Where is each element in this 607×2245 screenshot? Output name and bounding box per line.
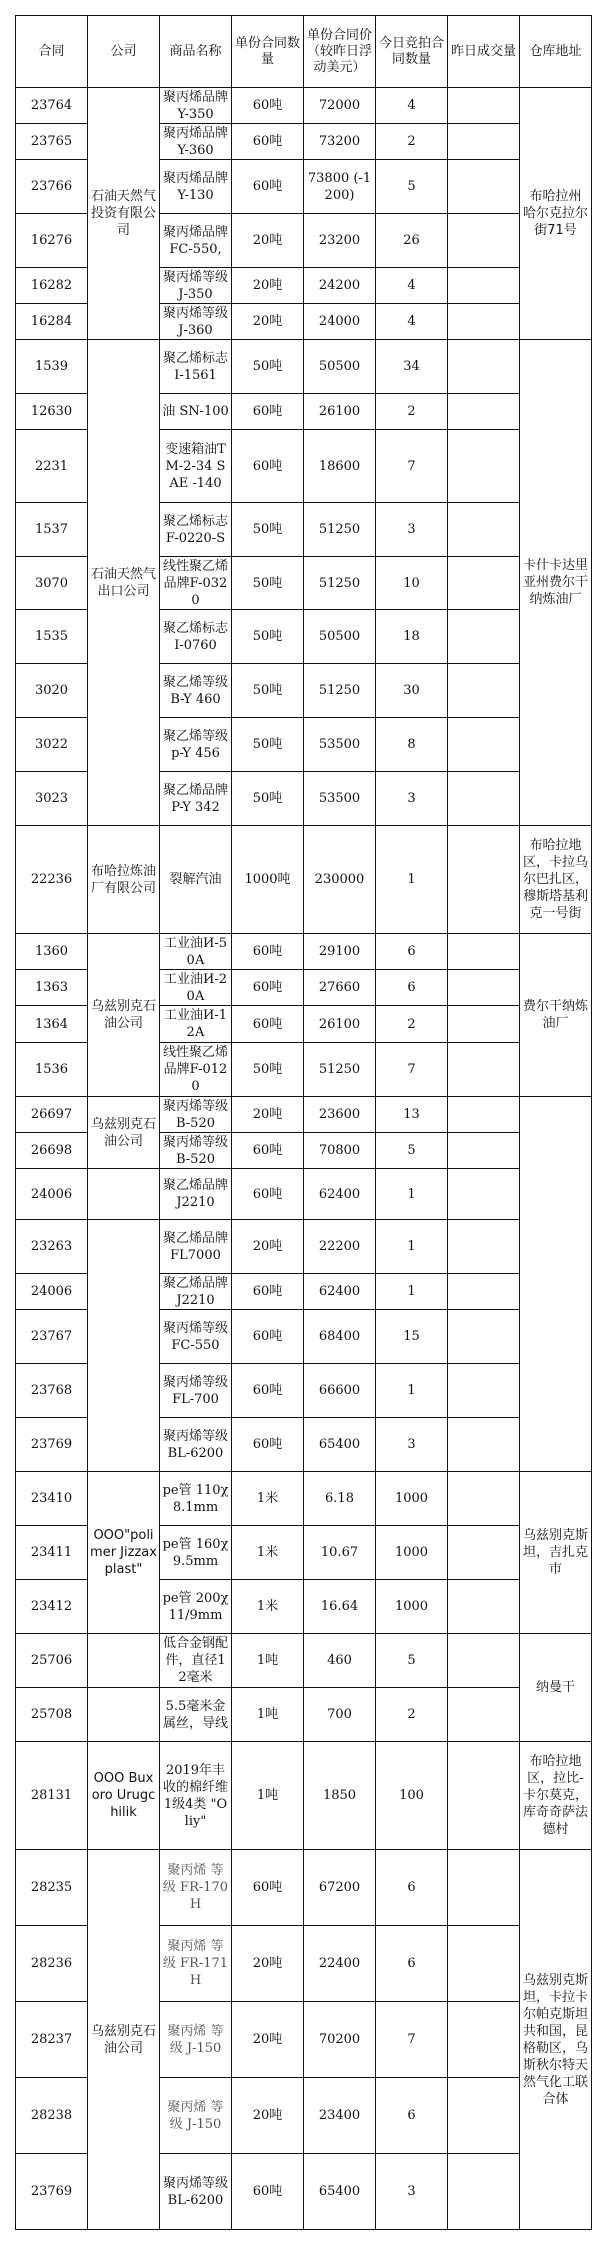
product-name-cell: 线性聚乙烯品牌F-0120 bbox=[160, 1043, 232, 1097]
yesterday-volume-cell bbox=[448, 610, 520, 664]
warehouse-address-cell: 乌兹别克斯坦，吉扎克市 bbox=[520, 1472, 592, 1634]
price-cell: 23400 bbox=[304, 2078, 376, 2154]
contract-number-cell: 1360 bbox=[16, 934, 88, 970]
today-count-cell: 7 bbox=[376, 2002, 448, 2078]
today-count-cell: 5 bbox=[376, 160, 448, 214]
today-count-cell: 1 bbox=[376, 1274, 448, 1310]
contract-number-cell: 25706 bbox=[16, 1634, 88, 1688]
company-cell bbox=[88, 1220, 160, 1472]
company-cell: 乌兹别克石油公司 bbox=[88, 1850, 160, 2230]
product-name-cell: 5.5毫米金属丝，导线 bbox=[160, 1688, 232, 1742]
company-cell: OOO Buxoro Urugchilik bbox=[88, 1742, 160, 1850]
company-cell: 石油天然气出口公司 bbox=[88, 340, 160, 826]
product-name-cell: 聚乙烯标志 F-0220-S bbox=[160, 503, 232, 557]
product-name-cell: 工业油И-12А bbox=[160, 1006, 232, 1043]
quantity-cell: 50吨 bbox=[232, 340, 304, 394]
quantity-cell: 50吨 bbox=[232, 557, 304, 610]
product-name-cell: 聚丙烯品牌Y-130 bbox=[160, 160, 232, 214]
quantity-cell: 60吨 bbox=[232, 1169, 304, 1220]
yesterday-volume-cell bbox=[448, 124, 520, 160]
product-name-cell: 聚乙烯品牌J2210 bbox=[160, 1274, 232, 1310]
quantity-cell: 60吨 bbox=[232, 970, 304, 1006]
price-cell: 67200 bbox=[304, 1850, 376, 1926]
price-cell: 16.64 bbox=[304, 1580, 376, 1634]
contract-number-cell: 23766 bbox=[16, 160, 88, 214]
price-cell: 23200 bbox=[304, 214, 376, 268]
header-row bbox=[16, 16, 592, 88]
contract-number-cell: 28131 bbox=[16, 1742, 88, 1850]
quantity-cell: 60吨 bbox=[232, 1274, 304, 1310]
product-name-cell: 聚丙烯等级BL-6200 bbox=[160, 2154, 232, 2230]
today-count-cell: 2 bbox=[376, 1688, 448, 1742]
today-count-cell: 3 bbox=[376, 772, 448, 826]
yesterday-volume-cell bbox=[448, 2002, 520, 2078]
product-name-cell: 工业油И-20А bbox=[160, 970, 232, 1006]
contract-number-cell: 1536 bbox=[16, 1043, 88, 1097]
today-count-cell: 1 bbox=[376, 1220, 448, 1274]
contract-number-cell: 16276 bbox=[16, 214, 88, 268]
price-cell: 10.67 bbox=[304, 1526, 376, 1580]
contract-number-cell: 3020 bbox=[16, 664, 88, 718]
contract-number-cell: 12630 bbox=[16, 394, 88, 430]
today-count-cell: 30 bbox=[376, 664, 448, 718]
contract-number-cell: 16282 bbox=[16, 268, 88, 304]
today-count-cell: 1 bbox=[376, 1169, 448, 1220]
today-count-cell: 7 bbox=[376, 430, 448, 503]
quantity-cell: 50吨 bbox=[232, 772, 304, 826]
company-cell: 石油天然气投资有限公司 bbox=[88, 88, 160, 340]
today-count-cell: 2 bbox=[376, 124, 448, 160]
contract-number-cell: 23411 bbox=[16, 1526, 88, 1580]
warehouse-address-cell: 费尔干纳炼油厂 bbox=[520, 934, 592, 1097]
today-count-cell: 10 bbox=[376, 557, 448, 610]
product-name-cell: pe管 110χ 8.1mm bbox=[160, 1472, 232, 1526]
header-warehouse: 仓库地址 bbox=[520, 16, 592, 88]
product-name-cell: pe管 200χ 11/9mm bbox=[160, 1580, 232, 1634]
contract-number-cell: 1535 bbox=[16, 610, 88, 664]
yesterday-volume-cell bbox=[448, 88, 520, 124]
price-cell: 24200 bbox=[304, 268, 376, 304]
table-row bbox=[16, 1634, 592, 1688]
product-name-cell: 聚丙烯等级FC-550 bbox=[160, 1310, 232, 1364]
product-name-cell: 工业油И-50А bbox=[160, 934, 232, 970]
quantity-cell: 60吨 bbox=[232, 1133, 304, 1169]
contract-number-cell: 1363 bbox=[16, 970, 88, 1006]
price-cell: 68400 bbox=[304, 1310, 376, 1364]
product-name-cell: 裂解汽油 bbox=[160, 826, 232, 934]
yesterday-volume-cell bbox=[448, 1418, 520, 1472]
price-cell: 62400 bbox=[304, 1274, 376, 1310]
price-cell: 65400 bbox=[304, 1418, 376, 1472]
yesterday-volume-cell bbox=[448, 970, 520, 1006]
yesterday-volume-cell bbox=[448, 1850, 520, 1926]
contract-number-cell: 23765 bbox=[16, 124, 88, 160]
today-count-cell: 100 bbox=[376, 1742, 448, 1850]
contract-number-cell: 23764 bbox=[16, 88, 88, 124]
yesterday-volume-cell bbox=[448, 1580, 520, 1634]
quantity-cell: 20吨 bbox=[232, 1097, 304, 1133]
yesterday-volume-cell bbox=[448, 718, 520, 772]
quantity-cell: 1米 bbox=[232, 1526, 304, 1580]
product-name-cell: 聚丙烯等级B-520 bbox=[160, 1097, 232, 1133]
header-product: 商品名称 bbox=[160, 16, 232, 88]
quantity-cell: 60吨 bbox=[232, 2154, 304, 2230]
product-name-cell: 线性聚乙烯品牌F-0320 bbox=[160, 557, 232, 610]
contract-number-cell: 16284 bbox=[16, 304, 88, 340]
quantity-cell: 1000吨 bbox=[232, 826, 304, 934]
yesterday-volume-cell bbox=[448, 160, 520, 214]
price-cell: 50500 bbox=[304, 340, 376, 394]
product-name-cell: 聚丙烯品牌Y-350 bbox=[160, 88, 232, 124]
today-count-cell: 26 bbox=[376, 214, 448, 268]
yesterday-volume-cell bbox=[448, 1133, 520, 1169]
price-cell: 230000 bbox=[304, 826, 376, 934]
header-contract: 合同 bbox=[16, 16, 88, 88]
quantity-cell: 60吨 bbox=[232, 394, 304, 430]
product-name-cell: 聚丙烯品牌FC-550, bbox=[160, 214, 232, 268]
price-cell: 1850 bbox=[304, 1742, 376, 1850]
company-cell bbox=[88, 1169, 160, 1220]
table-row bbox=[16, 340, 592, 394]
quantity-cell: 60吨 bbox=[232, 1850, 304, 1926]
product-name-cell: 变速箱油TM-2-34 SAE -140 bbox=[160, 430, 232, 503]
yesterday-volume-cell bbox=[448, 1742, 520, 1850]
price-cell: 26100 bbox=[304, 394, 376, 430]
price-cell: 23600 bbox=[304, 1097, 376, 1133]
product-name-cell: 聚乙烯品牌J2210 bbox=[160, 1169, 232, 1220]
header-company: 公司 bbox=[88, 16, 160, 88]
contract-number-cell: 28237 bbox=[16, 2002, 88, 2078]
yesterday-volume-cell bbox=[448, 1097, 520, 1133]
table-row bbox=[16, 826, 592, 934]
table-row bbox=[16, 1850, 592, 1926]
today-count-cell: 2 bbox=[376, 1006, 448, 1043]
company-cell: 乌兹别克石油公司 bbox=[88, 934, 160, 1097]
contract-number-cell: 3022 bbox=[16, 718, 88, 772]
quantity-cell: 20吨 bbox=[232, 1220, 304, 1274]
product-name-cell: 聚丙烯等级FL-700 bbox=[160, 1364, 232, 1418]
yesterday-volume-cell bbox=[448, 1526, 520, 1580]
product-name-cell: 聚乙烯等级B-Y 460 bbox=[160, 664, 232, 718]
price-cell: 53500 bbox=[304, 718, 376, 772]
yesterday-volume-cell bbox=[448, 1634, 520, 1688]
yesterday-volume-cell bbox=[448, 934, 520, 970]
yesterday-volume-cell bbox=[448, 1926, 520, 2002]
quantity-cell: 50吨 bbox=[232, 610, 304, 664]
header-quantity: 单份合同数量 bbox=[232, 16, 304, 88]
quantity-cell: 50吨 bbox=[232, 664, 304, 718]
today-count-cell: 15 bbox=[376, 1310, 448, 1364]
contract-number-cell: 1364 bbox=[16, 1006, 88, 1043]
price-cell: 700 bbox=[304, 1688, 376, 1742]
quantity-cell: 1吨 bbox=[232, 1742, 304, 1850]
warehouse-address-cell: 布哈拉州 哈尔克拉尔街71号 bbox=[520, 88, 592, 340]
today-count-cell: 6 bbox=[376, 1850, 448, 1926]
company-cell bbox=[88, 1688, 160, 1742]
quantity-cell: 60吨 bbox=[232, 160, 304, 214]
today-count-cell: 4 bbox=[376, 304, 448, 340]
today-count-cell: 13 bbox=[376, 1097, 448, 1133]
company-cell bbox=[88, 1634, 160, 1688]
warehouse-address-cell: 乌兹别克斯坦，卡拉卡尔帕克斯坦共和国，昆格勒区，乌斯秋尔特天然气化工联合体 bbox=[520, 1850, 592, 2230]
quantity-cell: 60吨 bbox=[232, 1364, 304, 1418]
company-cell: 乌兹别克石油公司 bbox=[88, 1097, 160, 1169]
today-count-cell: 1000 bbox=[376, 1580, 448, 1634]
product-name-cell: 聚丙烯 等级 FR-170 H bbox=[160, 1850, 232, 1926]
product-name-cell: 聚丙烯 等级 J-150 bbox=[160, 2078, 232, 2154]
contract-number-cell: 24006 bbox=[16, 1274, 88, 1310]
yesterday-volume-cell bbox=[448, 268, 520, 304]
header-price: 单份合同价（较昨日浮动美元） bbox=[304, 16, 376, 88]
price-cell: 65400 bbox=[304, 2154, 376, 2230]
contract-number-cell: 3023 bbox=[16, 772, 88, 826]
price-cell: 62400 bbox=[304, 1169, 376, 1220]
product-name-cell: pe管 160χ 9.5mm bbox=[160, 1526, 232, 1580]
contract-number-cell: 1539 bbox=[16, 340, 88, 394]
price-cell: 73200 bbox=[304, 124, 376, 160]
contract-number-cell: 23767 bbox=[16, 1310, 88, 1364]
product-name-cell: 聚丙烯 等级 J-150 bbox=[160, 2002, 232, 2078]
price-cell: 26100 bbox=[304, 1006, 376, 1043]
product-name-cell: 聚丙烯 等级 FR-171 H bbox=[160, 1926, 232, 2002]
today-count-cell: 3 bbox=[376, 503, 448, 557]
yesterday-volume-cell bbox=[448, 664, 520, 718]
contract-number-cell: 24006 bbox=[16, 1169, 88, 1220]
product-name-cell: 聚乙烯品牌 FL7000 bbox=[160, 1220, 232, 1274]
table-row bbox=[16, 1742, 592, 1850]
contract-number-cell: 28236 bbox=[16, 1926, 88, 2002]
quantity-cell: 20吨 bbox=[232, 304, 304, 340]
price-cell: 27660 bbox=[304, 970, 376, 1006]
price-cell: 22200 bbox=[304, 1220, 376, 1274]
table-row bbox=[16, 1472, 592, 1526]
yesterday-volume-cell bbox=[448, 772, 520, 826]
quantity-cell: 60吨 bbox=[232, 934, 304, 970]
today-count-cell: 6 bbox=[376, 934, 448, 970]
today-count-cell: 6 bbox=[376, 1926, 448, 2002]
yesterday-volume-cell bbox=[448, 394, 520, 430]
product-name-cell: 聚丙烯品牌Y-360 bbox=[160, 124, 232, 160]
quantity-cell: 20吨 bbox=[232, 214, 304, 268]
yesterday-volume-cell bbox=[448, 2154, 520, 2230]
warehouse-address-cell: 纳曼干 bbox=[520, 1634, 592, 1742]
yesterday-volume-cell bbox=[448, 557, 520, 610]
contracts-table bbox=[15, 15, 592, 2230]
today-count-cell: 5 bbox=[376, 1634, 448, 1688]
contract-number-cell: 22236 bbox=[16, 826, 88, 934]
today-count-cell: 1 bbox=[376, 1364, 448, 1418]
table-row bbox=[16, 1220, 592, 1274]
today-count-cell: 1000 bbox=[376, 1526, 448, 1580]
contract-number-cell: 23410 bbox=[16, 1472, 88, 1526]
yesterday-volume-cell bbox=[448, 1472, 520, 1526]
yesterday-volume-cell bbox=[448, 1688, 520, 1742]
warehouse-address-cell: 布哈拉地区，卡拉乌尔巴扎区，穆斯塔基利克一号街 bbox=[520, 826, 592, 934]
warehouse-address-cell bbox=[520, 1097, 592, 1472]
quantity-cell: 60吨 bbox=[232, 88, 304, 124]
contract-number-cell: 23768 bbox=[16, 1364, 88, 1418]
yesterday-volume-cell bbox=[448, 340, 520, 394]
price-cell: 460 bbox=[304, 1634, 376, 1688]
today-count-cell: 6 bbox=[376, 2078, 448, 2154]
contract-number-cell: 28235 bbox=[16, 1850, 88, 1926]
price-cell: 70800 bbox=[304, 1133, 376, 1169]
price-cell: 24000 bbox=[304, 304, 376, 340]
product-name-cell: 聚丙烯等级B-520 bbox=[160, 1133, 232, 1169]
contract-number-cell: 1537 bbox=[16, 503, 88, 557]
today-count-cell: 2 bbox=[376, 394, 448, 430]
today-count-cell: 3 bbox=[376, 1418, 448, 1472]
contract-number-cell: 23769 bbox=[16, 2154, 88, 2230]
product-name-cell: 聚丙烯等级J-350 bbox=[160, 268, 232, 304]
contract-number-cell: 25708 bbox=[16, 1688, 88, 1742]
contract-number-cell: 28238 bbox=[16, 2078, 88, 2154]
company-cell: 布哈拉炼油厂有限公司 bbox=[88, 826, 160, 934]
quantity-cell: 20吨 bbox=[232, 2002, 304, 2078]
contract-number-cell: 2231 bbox=[16, 430, 88, 503]
price-cell: 51250 bbox=[304, 503, 376, 557]
contract-number-cell: 23769 bbox=[16, 1418, 88, 1472]
quantity-cell: 20吨 bbox=[232, 1926, 304, 2002]
product-name-cell: 聚乙烯标志I-1561 bbox=[160, 340, 232, 394]
yesterday-volume-cell bbox=[448, 503, 520, 557]
quantity-cell: 60吨 bbox=[232, 1418, 304, 1472]
yesterday-volume-cell bbox=[448, 826, 520, 934]
today-count-cell: 1 bbox=[376, 826, 448, 934]
quantity-cell: 50吨 bbox=[232, 718, 304, 772]
warehouse-address-cell: 布哈拉地区，拉比-卡尔莫克，库奇奇萨法德村 bbox=[520, 1742, 592, 1850]
contract-number-cell: 3070 bbox=[16, 557, 88, 610]
price-cell: 6.18 bbox=[304, 1472, 376, 1526]
quantity-cell: 50吨 bbox=[232, 1043, 304, 1097]
yesterday-volume-cell bbox=[448, 1310, 520, 1364]
quantity-cell: 60吨 bbox=[232, 1310, 304, 1364]
quantity-cell: 1吨 bbox=[232, 1634, 304, 1688]
product-name-cell: 聚丙烯等级BL-6200 bbox=[160, 1418, 232, 1472]
price-cell: 22400 bbox=[304, 1926, 376, 2002]
quantity-cell: 20吨 bbox=[232, 2078, 304, 2154]
yesterday-volume-cell bbox=[448, 214, 520, 268]
yesterday-volume-cell bbox=[448, 1364, 520, 1418]
price-cell: 51250 bbox=[304, 557, 376, 610]
warehouse-address-cell: 卡什卡达里亚州费尔干纳炼油厂 bbox=[520, 340, 592, 826]
product-name-cell: 聚丙烯等级J-360 bbox=[160, 304, 232, 340]
today-count-cell: 18 bbox=[376, 610, 448, 664]
price-cell: 18600 bbox=[304, 430, 376, 503]
price-cell: 66600 bbox=[304, 1364, 376, 1418]
table-row bbox=[16, 88, 592, 124]
yesterday-volume-cell bbox=[448, 304, 520, 340]
table-row bbox=[16, 1688, 592, 1742]
quantity-cell: 60吨 bbox=[232, 1006, 304, 1043]
quantity-cell: 1米 bbox=[232, 1580, 304, 1634]
price-cell: 51250 bbox=[304, 1043, 376, 1097]
contract-number-cell: 23263 bbox=[16, 1220, 88, 1274]
product-name-cell: 低合金钢配件，直径12毫米 bbox=[160, 1634, 232, 1688]
price-cell: 73800 (-1200) bbox=[304, 160, 376, 214]
today-count-cell: 4 bbox=[376, 88, 448, 124]
quantity-cell: 20吨 bbox=[232, 268, 304, 304]
table-row bbox=[16, 1097, 592, 1133]
yesterday-volume-cell bbox=[448, 1274, 520, 1310]
table-row bbox=[16, 934, 592, 970]
price-cell: 51250 bbox=[304, 664, 376, 718]
today-count-cell: 34 bbox=[376, 340, 448, 394]
company-cell: OOO"polimer Jizzax plast" bbox=[88, 1472, 160, 1634]
product-name-cell: 聚乙烯标志I-0760 bbox=[160, 610, 232, 664]
today-count-cell: 6 bbox=[376, 970, 448, 1006]
quantity-cell: 1米 bbox=[232, 1472, 304, 1526]
contract-number-cell: 26697 bbox=[16, 1097, 88, 1133]
today-count-cell: 5 bbox=[376, 1133, 448, 1169]
product-name-cell: 2019年丰收的棉纤维1级4类 "Oliy" bbox=[160, 1742, 232, 1850]
price-cell: 50500 bbox=[304, 610, 376, 664]
contract-number-cell: 23412 bbox=[16, 1580, 88, 1634]
yesterday-volume-cell bbox=[448, 1220, 520, 1274]
yesterday-volume-cell bbox=[448, 1043, 520, 1097]
product-name-cell: 油 SN-100 bbox=[160, 394, 232, 430]
today-count-cell: 8 bbox=[376, 718, 448, 772]
quantity-cell: 1吨 bbox=[232, 1688, 304, 1742]
yesterday-volume-cell bbox=[448, 2078, 520, 2154]
header-yesterday-volume: 昨日成交量 bbox=[448, 16, 520, 88]
today-count-cell: 1000 bbox=[376, 1472, 448, 1526]
header-today-count: 今日竞拍合同数量 bbox=[376, 16, 448, 88]
price-cell: 53500 bbox=[304, 772, 376, 826]
price-cell: 72000 bbox=[304, 88, 376, 124]
price-cell: 70200 bbox=[304, 2002, 376, 2078]
today-count-cell: 4 bbox=[376, 268, 448, 304]
contract-number-cell: 26698 bbox=[16, 1133, 88, 1169]
yesterday-volume-cell bbox=[448, 1169, 520, 1220]
today-count-cell: 3 bbox=[376, 2154, 448, 2230]
product-name-cell: 聚乙烯品牌P-Y 342 bbox=[160, 772, 232, 826]
yesterday-volume-cell bbox=[448, 1006, 520, 1043]
today-count-cell: 7 bbox=[376, 1043, 448, 1097]
price-cell: 29100 bbox=[304, 934, 376, 970]
product-name-cell: 聚乙烯等级p-Y 456 bbox=[160, 718, 232, 772]
quantity-cell: 60吨 bbox=[232, 124, 304, 160]
yesterday-volume-cell bbox=[448, 430, 520, 503]
quantity-cell: 60吨 bbox=[232, 430, 304, 503]
quantity-cell: 50吨 bbox=[232, 503, 304, 557]
table-row bbox=[16, 1169, 592, 1220]
